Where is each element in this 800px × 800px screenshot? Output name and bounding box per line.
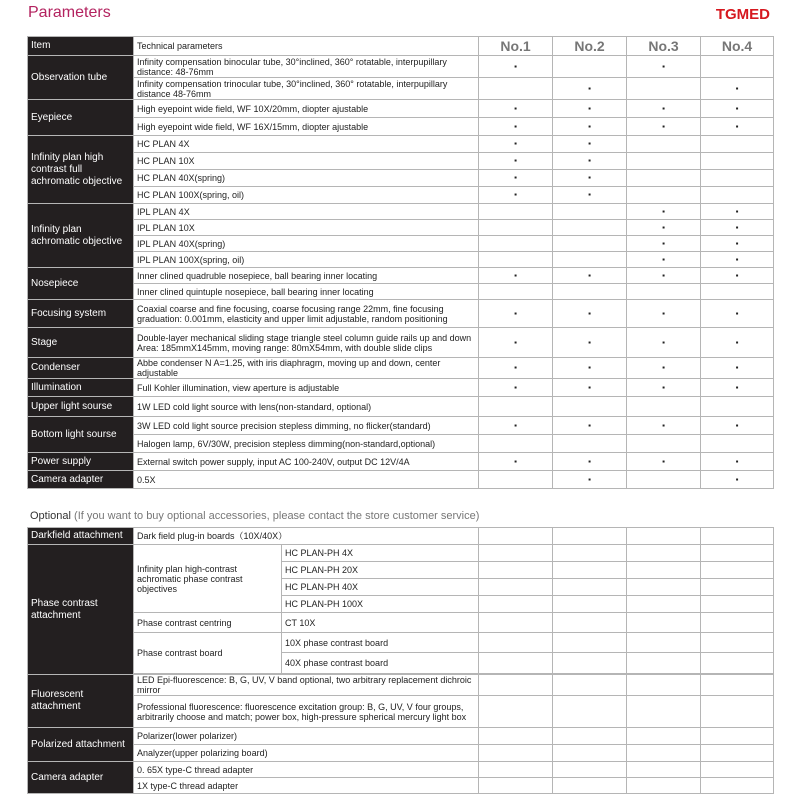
mark xyxy=(627,78,701,100)
param-text: Phase contrast centring xyxy=(134,613,282,633)
param-text: Polarizer(lower polarizer) xyxy=(134,728,479,745)
table-row xyxy=(28,153,774,170)
param-text: HC PLAN 40X(spring) xyxy=(134,170,479,187)
table-row xyxy=(28,762,774,778)
item-header: Item xyxy=(28,37,134,56)
row-label: Upper light sourse xyxy=(28,397,134,417)
page-title: Parameters xyxy=(28,4,111,21)
row-label: Power supply xyxy=(28,453,134,471)
param-text: Dark field plug-in boards（10X/40X） xyxy=(134,528,479,545)
mark: ▪ xyxy=(701,417,774,435)
param-text: HC PLAN 10X xyxy=(134,153,479,170)
row-label: Fluorescent attachment xyxy=(28,675,134,728)
row-label: Nosepiece xyxy=(28,268,134,300)
mark: ▪ xyxy=(479,56,553,78)
table-row xyxy=(28,284,774,300)
table-row xyxy=(28,170,774,187)
mark: ▪ xyxy=(479,453,553,471)
mark: ▪ xyxy=(553,358,627,379)
table-row xyxy=(28,300,774,328)
param-text: LED Epi-fluorescence: B, G, UV, V band optional, two arbitrary replacement dichroic mirror xyxy=(134,675,479,696)
mark: ▪ xyxy=(553,379,627,397)
mark: ▪ xyxy=(553,118,627,136)
table-row xyxy=(28,675,774,696)
mark: ▪ xyxy=(701,78,774,100)
table-row xyxy=(28,252,774,268)
mark xyxy=(553,220,627,236)
mark xyxy=(627,153,701,170)
row-label: Illumination xyxy=(28,379,134,397)
model-header: No.4 xyxy=(701,37,774,56)
table-row xyxy=(28,236,774,252)
table-row xyxy=(28,453,774,471)
table-row xyxy=(28,435,774,453)
table-row xyxy=(28,358,774,379)
table-row xyxy=(28,778,774,794)
param-text: 1W LED cold light source with lens(non-standard, optional) xyxy=(134,397,479,417)
param-text: IPL PLAN 40X(spring) xyxy=(134,236,479,252)
mark xyxy=(553,252,627,268)
table-row xyxy=(28,728,774,745)
mark: ▪ xyxy=(701,328,774,358)
table-row xyxy=(28,528,774,545)
mark xyxy=(701,153,774,170)
mark: ▪ xyxy=(627,328,701,358)
mark: ▪ xyxy=(701,252,774,268)
mark xyxy=(701,284,774,300)
param-text: HC PLAN-PH 20X xyxy=(282,562,479,579)
table-header-row xyxy=(28,37,774,56)
mark: ▪ xyxy=(553,136,627,153)
model-header: No.3 xyxy=(627,37,701,56)
param-text: 0. 65X type-C thread adapter xyxy=(134,762,479,778)
param-text: 10X phase contrast board xyxy=(282,633,479,653)
param-text: 0.5X xyxy=(134,471,479,489)
table-row xyxy=(28,696,774,728)
param-text: HC PLAN-PH 4X xyxy=(282,545,479,562)
row-label: Polarized attachment xyxy=(28,728,134,762)
row-label: Infinity plan achromatic objective xyxy=(28,204,134,268)
mark xyxy=(701,56,774,78)
parameters-table xyxy=(27,36,774,489)
optional-title: Optional xyxy=(30,510,71,522)
tech-header: Technical parameters xyxy=(134,37,479,56)
mark xyxy=(479,252,553,268)
optional-note: (If you want to buy optional accessories, please contact the store customer service) xyxy=(74,510,480,522)
param-text: CT 10X xyxy=(282,613,479,633)
mark: ▪ xyxy=(553,471,627,489)
mark: ▪ xyxy=(701,236,774,252)
mark: ▪ xyxy=(479,170,553,187)
row-label: Camera adapter xyxy=(28,762,134,794)
mark: ▪ xyxy=(553,153,627,170)
param-text: 3W LED cold light source precision stepless dimming, no flicker(standard) xyxy=(134,417,479,435)
param-text: Inner clined quadruble nosepiece, ball bearing inner locating xyxy=(134,268,479,284)
param-text: Phase contrast board xyxy=(134,633,282,674)
mark: ▪ xyxy=(627,252,701,268)
param-text: HC PLAN 100X(spring, oil) xyxy=(134,187,479,204)
table-row xyxy=(28,56,774,78)
mark: ▪ xyxy=(479,100,553,118)
param-text: Full Kohler illumination, view aperture is adjustable xyxy=(134,379,479,397)
mark: ▪ xyxy=(627,453,701,471)
mark xyxy=(627,471,701,489)
mark: ▪ xyxy=(479,136,553,153)
param-text: High eyepoint wide field, WF 10X/20mm, diopter ajustable xyxy=(134,100,479,118)
mark: ▪ xyxy=(701,300,774,328)
mark: ▪ xyxy=(479,153,553,170)
mark: ▪ xyxy=(701,118,774,136)
row-label: Condenser xyxy=(28,358,134,379)
mark: ▪ xyxy=(627,417,701,435)
row-label: Observation tube xyxy=(28,56,134,100)
table-row xyxy=(28,136,774,153)
mark xyxy=(701,435,774,453)
mark: ▪ xyxy=(553,417,627,435)
mark: ▪ xyxy=(627,118,701,136)
param-text: HC PLAN-PH 40X xyxy=(282,579,479,596)
row-label: Focusing system xyxy=(28,300,134,328)
mark: ▪ xyxy=(701,204,774,220)
mark: ▪ xyxy=(553,187,627,204)
table-row xyxy=(28,745,774,762)
mark xyxy=(627,435,701,453)
mark xyxy=(553,236,627,252)
mark xyxy=(701,187,774,204)
mark: ▪ xyxy=(553,170,627,187)
mark: ▪ xyxy=(701,358,774,379)
mark: ▪ xyxy=(479,268,553,284)
table-row xyxy=(28,397,774,417)
row-label: Phase contrast attachment xyxy=(28,545,134,675)
param-text: Inner clined quintuple nosepiece, ball bearing inner locating xyxy=(134,284,479,300)
table-row xyxy=(28,118,774,136)
table-row xyxy=(28,379,774,397)
optional-table xyxy=(27,527,774,794)
mark: ▪ xyxy=(553,300,627,328)
table-row xyxy=(28,328,774,358)
mark: ▪ xyxy=(479,379,553,397)
mark xyxy=(553,284,627,300)
param-text: Analyzer(upper polarizing board) xyxy=(134,745,479,762)
table-row xyxy=(28,633,774,653)
param-text: 40X phase contrast board xyxy=(282,653,479,674)
mark: ▪ xyxy=(627,204,701,220)
mark xyxy=(553,397,627,417)
mark xyxy=(627,170,701,187)
mark: ▪ xyxy=(479,358,553,379)
mark: ▪ xyxy=(553,453,627,471)
mark xyxy=(479,204,553,220)
mark xyxy=(479,284,553,300)
mark: ▪ xyxy=(479,118,553,136)
mark xyxy=(479,435,553,453)
mark: ▪ xyxy=(479,417,553,435)
row-label: Stage xyxy=(28,328,134,358)
mark xyxy=(701,397,774,417)
table-row xyxy=(28,613,774,633)
table-row xyxy=(28,471,774,489)
mark: ▪ xyxy=(553,268,627,284)
param-text: Coaxial coarse and fine focusing, coarse focusing range 22mm, fine focusing graduation: 0.001mm, elasticity and upper limit adjustable, random positioning xyxy=(134,300,479,328)
mark: ▪ xyxy=(627,56,701,78)
row-label: Bottom light sourse xyxy=(28,417,134,453)
model-header: No.1 xyxy=(479,37,553,56)
param-text: Halogen lamp, 6V/30W, precision stepless dimming(non-standard,optional) xyxy=(134,435,479,453)
brand-logo: TGMED xyxy=(715,6,770,23)
mark xyxy=(553,435,627,453)
param-text: HC PLAN 4X xyxy=(134,136,479,153)
table-row xyxy=(28,220,774,236)
mark xyxy=(627,284,701,300)
mark xyxy=(479,471,553,489)
mark xyxy=(627,397,701,417)
model-header: No.2 xyxy=(553,37,627,56)
table-row xyxy=(28,187,774,204)
mark: ▪ xyxy=(553,78,627,100)
table-row xyxy=(28,545,774,562)
param-text: Infinity compensation binocular tube, 30°inclined, 360° rotatable, interpupillary distance: 48-76mm xyxy=(134,56,479,78)
mark: ▪ xyxy=(627,358,701,379)
mark: ▪ xyxy=(627,268,701,284)
param-text: Infinity compensation trinocular tube, 30°inclined, 360° rotatable, interpupillary distance 48-76mm xyxy=(134,78,479,100)
row-label: Camera adapter xyxy=(28,471,134,489)
table-row xyxy=(28,204,774,220)
mark: ▪ xyxy=(627,379,701,397)
mark xyxy=(553,204,627,220)
mark xyxy=(479,397,553,417)
param-text: External switch power supply, input AC 100-240V, output DC 12V/4A xyxy=(134,453,479,471)
mark: ▪ xyxy=(701,268,774,284)
param-text: IPL PLAN 10X xyxy=(134,220,479,236)
mark: ▪ xyxy=(701,453,774,471)
param-text: High eyepoint wide field, WF 16X/15mm, diopter ajustable xyxy=(134,118,479,136)
optional-heading xyxy=(30,510,479,522)
table-row xyxy=(28,417,774,435)
row-label: Darkfield attachment xyxy=(28,528,134,545)
mark: ▪ xyxy=(701,220,774,236)
param-text: IPL PLAN 4X xyxy=(134,204,479,220)
table-row xyxy=(28,100,774,118)
mark: ▪ xyxy=(479,187,553,204)
mark: ▪ xyxy=(701,379,774,397)
mark xyxy=(479,78,553,100)
mark: ▪ xyxy=(701,471,774,489)
mark: ▪ xyxy=(627,220,701,236)
param-text: HC PLAN-PH 100X xyxy=(282,596,479,613)
row-label: Infinity plan high contrast full achromatic objective xyxy=(28,136,134,204)
param-text: Infinity plan high-contrast achromatic phase contrast objectives xyxy=(134,545,282,613)
param-text: 1X type-C thread adapter xyxy=(134,778,479,794)
mark: ▪ xyxy=(627,236,701,252)
mark xyxy=(627,136,701,153)
mark xyxy=(479,220,553,236)
table-row xyxy=(28,78,774,100)
table-row xyxy=(28,268,774,284)
mark xyxy=(627,187,701,204)
mark xyxy=(479,236,553,252)
param-text: Professional fluorescence: fluorescence excitation group: B, G, UV, V four groups, arbitrarily choose and match; power box, high-pressure spherical mercury light box xyxy=(134,696,479,728)
mark xyxy=(701,170,774,187)
param-text: IPL PLAN 100X(spring, oil) xyxy=(134,252,479,268)
param-text: Abbe condenser N A=1.25, with iris diaphragm, moving up and down, center adjustable xyxy=(134,358,479,379)
mark: ▪ xyxy=(701,100,774,118)
param-text: Double-layer mechanical sliding stage triangle steel column guide rails up and down Area: 185mmX145mm, moving range: 80mX54mm, with double slide clips xyxy=(134,328,479,358)
mark xyxy=(701,136,774,153)
mark: ▪ xyxy=(627,300,701,328)
mark: ▪ xyxy=(553,328,627,358)
mark: ▪ xyxy=(479,328,553,358)
mark xyxy=(553,56,627,78)
row-label: Eyepiece xyxy=(28,100,134,136)
mark: ▪ xyxy=(553,100,627,118)
mark: ▪ xyxy=(479,300,553,328)
mark: ▪ xyxy=(627,100,701,118)
